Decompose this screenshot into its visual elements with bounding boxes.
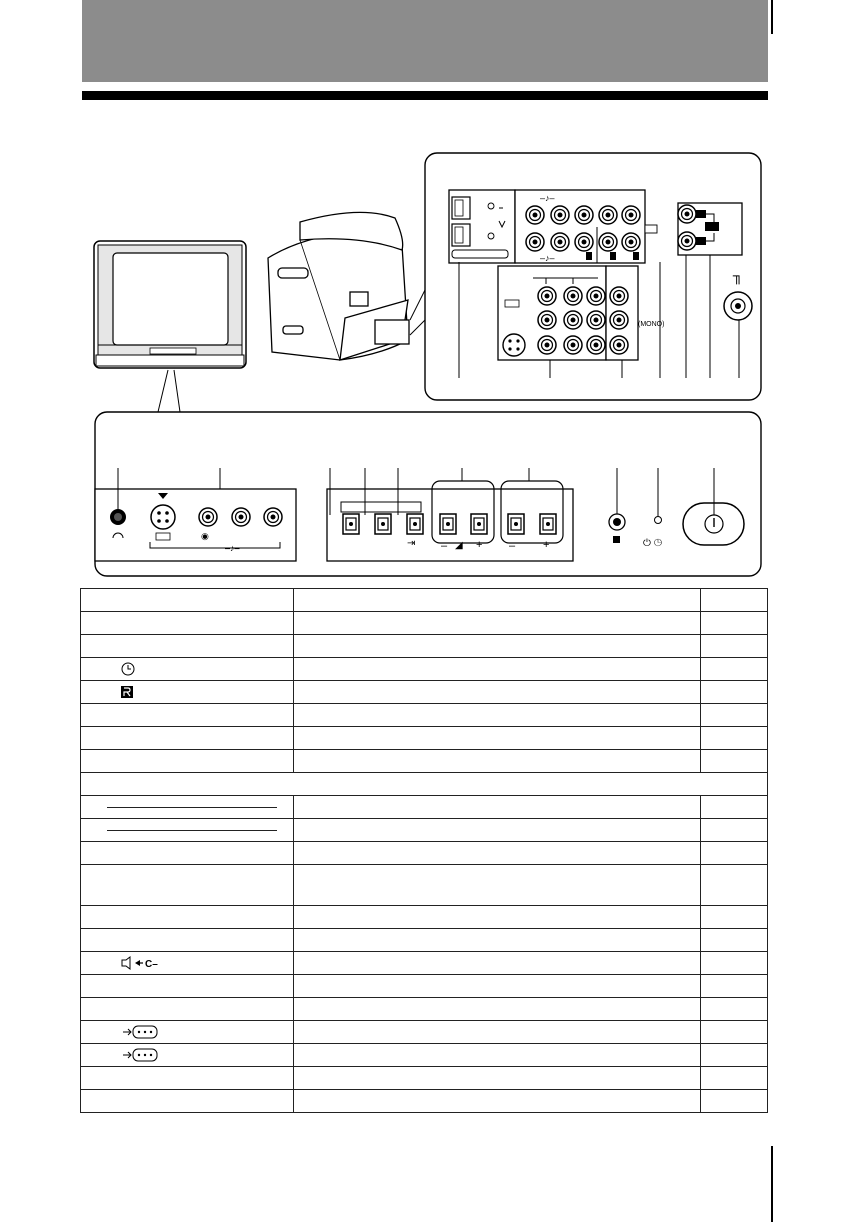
svg-text:C–: C– [145,959,158,970]
table-cell-label [81,998,294,1021]
s-video-input-icon [121,1024,161,1040]
table-cell-page [701,1044,768,1067]
table-cell-description [294,819,701,842]
table-cell-description [294,750,701,773]
tv-front [94,241,246,368]
table-cell-page [701,589,768,612]
monitor-out [678,203,742,255]
table-cell-page [701,796,768,819]
table-cell-label [81,975,294,998]
table-row [81,1067,768,1090]
svg-text:–♪–: –♪– [540,253,555,263]
table-row [81,1044,768,1067]
table-cell-description [294,842,701,865]
remote-sensor-icon [121,686,133,699]
table-cell-label [81,612,294,635]
table-cell-label [81,796,294,819]
program-plus-sign: + [543,539,550,551]
table-row [81,727,768,750]
table-row [81,819,768,842]
table-cell-description [294,906,701,929]
table-row [81,658,768,681]
table-cell-description [294,796,701,819]
parts-table [80,588,768,1113]
table-cell-description [294,1090,701,1113]
table-row [81,975,768,998]
table-cell-description [294,635,701,658]
table-cell-label [81,750,294,773]
table-row [81,842,768,865]
table-row [81,704,768,727]
table-cell-page [701,975,768,998]
sub-row-indent-line [107,830,277,831]
table-cell-description [294,952,701,975]
table-cell-page [701,998,768,1021]
table-row [81,750,768,773]
table-cell-label [81,658,294,681]
table-cell-label [81,906,294,929]
standby-timer-icon: ⏻ ◷ [643,538,662,549]
table-cell-page [701,612,768,635]
table-row [81,589,768,612]
tv-rear [268,212,409,360]
front-button-1[interactable] [340,510,362,536]
sub-row-indent-line [107,807,277,808]
table-row [81,612,768,635]
volume-plus-button[interactable] [468,510,490,536]
table-cell-page [701,952,768,975]
table-row [81,1090,768,1113]
table-cell-page [701,819,768,842]
volume-plus-sign: + [476,539,483,551]
table-cell-description [294,975,701,998]
table-row [81,1021,768,1044]
table-cell-label [81,1067,294,1090]
table-cell-page [701,704,768,727]
tv-illustration [0,0,867,590]
table-cell-description [294,704,701,727]
table-cell-page [701,929,768,952]
table-cell-page [701,842,768,865]
aerial-connector [724,267,752,320]
table-cell-page [701,865,768,906]
volume-minus-button[interactable] [437,510,459,536]
table-cell-description [294,865,701,906]
table-cell-page [701,750,768,773]
table-cell-description [294,612,701,635]
speaker-switch [449,190,515,263]
table-cell-label [81,819,294,842]
table-cell-label [81,1044,294,1067]
table-cell-page [701,658,768,681]
table-row [81,929,768,952]
side-rule-bottom [771,1146,773,1222]
table-cell-description [294,1044,701,1067]
table-cell-page [701,681,768,704]
table-cell-description [294,727,701,750]
table-cell-description [294,998,701,1021]
video-icon: ◉ [201,531,209,541]
table-cell-description [294,681,701,704]
audio-note-icon: –♪– [225,543,240,553]
table-row [81,952,768,975]
input-select-button[interactable] [404,510,426,536]
table-cell-label [81,1021,294,1044]
table-row [81,635,768,658]
table-cell-description [294,1067,701,1090]
table-cell-page [701,1090,768,1113]
table-cell-label [81,952,294,975]
table-cell-label [81,727,294,750]
front-av-jacks [95,489,296,561]
table-cell-description [294,658,701,681]
table-cell-label [81,704,294,727]
table-cell-label [81,589,294,612]
timer-icon [121,662,135,676]
s-video-input-icon [121,1047,161,1063]
svg-text:–♪–: –♪– [540,193,555,203]
table-cell-label [81,842,294,865]
table-row [81,998,768,1021]
input-icon: ⇥ [407,538,416,549]
group-header-cell [81,773,768,796]
table-cell-description [294,1021,701,1044]
table-cell-page [701,906,768,929]
table-row [81,681,768,704]
program-plus-button[interactable] [537,510,559,536]
program-minus-button[interactable] [505,510,527,536]
table-cell-page [701,635,768,658]
front-right-controls [609,503,744,545]
table-cell-description [294,929,701,952]
mono-label: (MONO) [638,321,665,328]
table-cell-label [81,929,294,952]
volume-minus-sign: – [441,540,448,552]
table-cell-page [701,727,768,750]
svg-text:╖: ╖ [733,267,743,283]
table-row [81,773,768,796]
table-cell-label [81,865,294,906]
table-cell-page [701,1067,768,1090]
volume-icon: ◢ [455,540,463,551]
table-cell-label [81,681,294,704]
table-cell-label [81,635,294,658]
table-cell-page [701,1021,768,1044]
table-cell-description [294,589,701,612]
av-input-block [498,266,664,360]
program-minus-sign: – [509,540,516,552]
table-cell-label [81,1090,294,1113]
front-button-2[interactable] [372,510,394,536]
audio-jacks-rear [515,190,657,263]
speaker-c-icon [121,956,165,970]
table-row [81,796,768,819]
table-row [81,906,768,929]
table-row [81,865,768,906]
